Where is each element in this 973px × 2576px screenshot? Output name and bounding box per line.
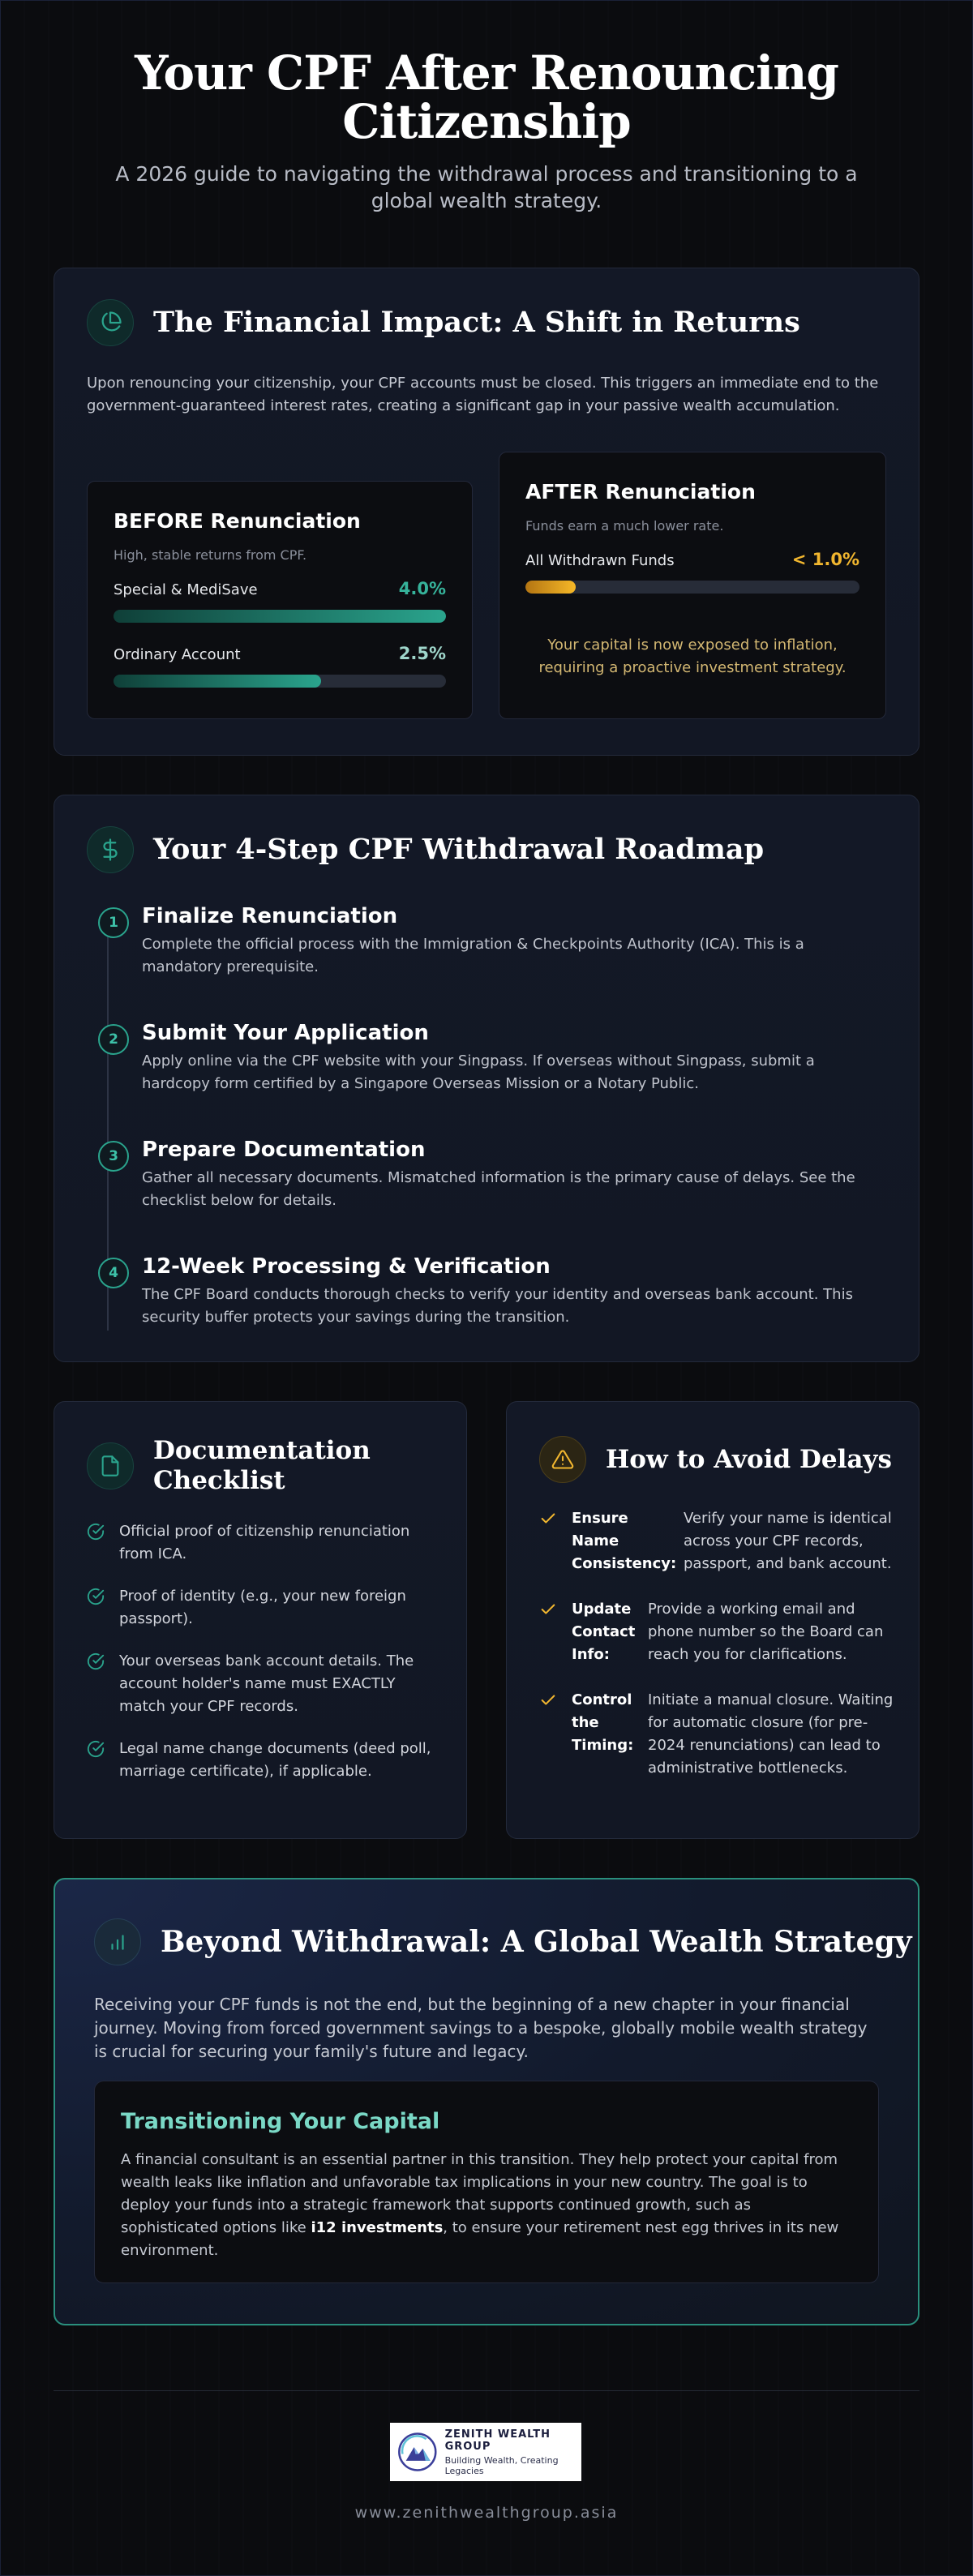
step-number: 2 xyxy=(98,1024,129,1055)
after-row xyxy=(525,550,859,569)
inflation-warning: Your capital is now exposed to inflation, requiring a proactive investment strategy. xyxy=(538,636,847,676)
website-link[interactable]: www.zenithwealthgroup.asia xyxy=(354,2504,619,2522)
withdrawn-funds-rate: < 1.0% xyxy=(791,550,859,569)
special-medisave-label: Special & MediSave xyxy=(114,581,258,598)
withdrawn-funds-bar xyxy=(525,581,859,594)
step-title: Finalize Renunciation xyxy=(142,904,398,928)
hero-header xyxy=(0,45,973,214)
check-icon xyxy=(539,1510,557,1531)
before-title: BEFORE Renunciation xyxy=(114,509,361,533)
after-panel xyxy=(499,452,886,719)
delay-tips xyxy=(539,1507,896,1802)
check-icon xyxy=(539,1691,557,1712)
pie-chart-icon xyxy=(87,299,134,346)
impact-title: The Financial Impact: A Shift in Returns xyxy=(153,306,800,339)
checklist-item: Proof of identity (e.g., your new foreign passport). xyxy=(87,1585,444,1631)
zenith-mountain-icon xyxy=(396,2427,439,2477)
bar-chart-icon xyxy=(94,1918,141,1965)
before-panel xyxy=(87,481,473,719)
delay-tip: Update Contact Info: Provide a working email and phone number so the Board can reach you for clarifications. xyxy=(539,1598,896,1666)
transitioning-capital-text: A financial consultant is an essential partner in this transition. They help protect your capital from wealth leaks like inflation and unfavorable tax implications in your new country. The goal is to deploy your funds into a strategic framework that supports continued growth, such as sophisticated options like i12 investments, to ensure your retirement nest egg thrives in its new environment. xyxy=(121,2151,839,2259)
step-title: Submit Your Application xyxy=(142,1021,429,1045)
step-text: Gather all necessary documents. Mismatched information is the primary cause of delays. See the checklist below for details. xyxy=(142,1169,855,1209)
documentation-checklist-card xyxy=(54,1401,467,1839)
checklist-title: Documentation Checklist xyxy=(153,1436,371,1495)
before-row-ordinary xyxy=(114,644,446,663)
special-medisave-bar xyxy=(114,610,446,623)
logo-brand-name: ZENITH WEALTH GROUP xyxy=(444,2428,551,2453)
zenith-logo xyxy=(390,2423,581,2481)
delay-tip: Ensure Name Consistency: Verify your name is identical across your CPF records, passport, and bank account. xyxy=(539,1507,896,1575)
step-number: 4 xyxy=(98,1258,129,1288)
beyond-intro: Receiving your CPF funds is not the end, but the beginning of a new chapter in your financial journey. Moving from forced government savings to a bespoke, globally mobile wealth strategy is crucial for securing your family's future and legacy. xyxy=(94,1995,868,2061)
roadmap-title: Your 4-Step CPF Withdrawal Roadmap xyxy=(153,833,765,866)
after-title: AFTER Renunciation xyxy=(525,480,756,504)
check-circle-icon xyxy=(87,1740,105,1761)
warning-icon xyxy=(539,1436,586,1483)
step-number: 3 xyxy=(98,1141,129,1172)
step-number: 1 xyxy=(98,907,129,938)
step-2 xyxy=(109,1019,872,1136)
checklist-item: Legal name change documents (deed poll, marriage certificate), if applicable. xyxy=(87,1738,444,1783)
transitioning-capital-box xyxy=(94,2081,879,2283)
withdrawn-funds-label: All Withdrawn Funds xyxy=(525,552,675,569)
check-circle-icon xyxy=(87,1523,105,1544)
check-circle-icon xyxy=(87,1652,105,1674)
roadmap-card xyxy=(54,795,919,1362)
step-3 xyxy=(109,1136,872,1253)
step-text: Complete the official process with the Immigration & Checkpoints Authority (ICA). This is a mandatory prerequisite. xyxy=(142,936,804,975)
step-text: The CPF Board conducts thorough checks to verify your identity and overseas bank account. This security buffer protects your savings during the transition. xyxy=(142,1286,853,1326)
dollar-icon xyxy=(87,826,134,873)
checklist-items xyxy=(87,1520,444,1802)
delay-tip: Control the Timing: Initiate a manual closure. Waiting for automatic closure (for pre-2024 renunciations) can lead to administrative bottlenecks. xyxy=(539,1689,896,1780)
roadmap-steps xyxy=(109,902,872,1334)
i12-investments-highlight: i12 investments xyxy=(311,2219,444,2236)
check-icon xyxy=(539,1601,557,1622)
financial-impact-card xyxy=(54,268,919,756)
beyond-title: Beyond Withdrawal: A Global Wealth Strategy xyxy=(161,1925,912,1959)
after-subtitle: Funds earn a much lower rate. xyxy=(525,518,724,534)
delays-title: How to Avoid Delays xyxy=(606,1445,892,1474)
step-text: Apply online via the CPF website with your Singpass. If overseas without Singpass, submit a hardcopy form certified by a Singapore Overseas Mission or a Notary Public. xyxy=(142,1052,815,1092)
before-row-special xyxy=(114,579,446,598)
ordinary-account-rate: 2.5% xyxy=(398,644,446,663)
step-title: 12-Week Processing & Verification xyxy=(142,1254,551,1279)
global-wealth-strategy-card xyxy=(54,1878,919,2325)
footer-divider xyxy=(54,2390,919,2391)
ordinary-account-label: Ordinary Account xyxy=(114,646,241,663)
check-circle-icon xyxy=(87,1588,105,1609)
ordinary-account-bar xyxy=(114,675,446,688)
checklist-item: Official proof of citizenship renunciation from ICA. xyxy=(87,1520,444,1566)
step-4 xyxy=(109,1253,872,1334)
avoid-delays-card xyxy=(506,1401,919,1839)
checklist-item: Your overseas bank account details. The account holder's name must EXACTLY match your CPF records. xyxy=(87,1650,444,1718)
step-title: Prepare Documentation xyxy=(142,1138,426,1162)
step-1 xyxy=(109,902,872,1019)
document-icon xyxy=(87,1442,134,1489)
impact-intro: Upon renouncing your citizenship, your CPF accounts must be closed. This triggers an immediate end to the government-guaranteed interest rates, creating a significant gap in your passive wealth accumulation. xyxy=(87,375,879,414)
before-subtitle: High, stable returns from CPF. xyxy=(114,547,307,563)
transitioning-capital-title: Transitioning Your Capital xyxy=(121,2109,440,2134)
special-medisave-rate: 4.0% xyxy=(398,579,446,598)
page-subtitle: A 2026 guide to navigating the withdrawal process and transitioning to a global wealth strategy. xyxy=(115,162,858,212)
page-title: Your CPF After Renouncing Citizenship xyxy=(135,45,838,149)
logo-tagline: Building Wealth, Creating Legacies xyxy=(444,2454,559,2476)
